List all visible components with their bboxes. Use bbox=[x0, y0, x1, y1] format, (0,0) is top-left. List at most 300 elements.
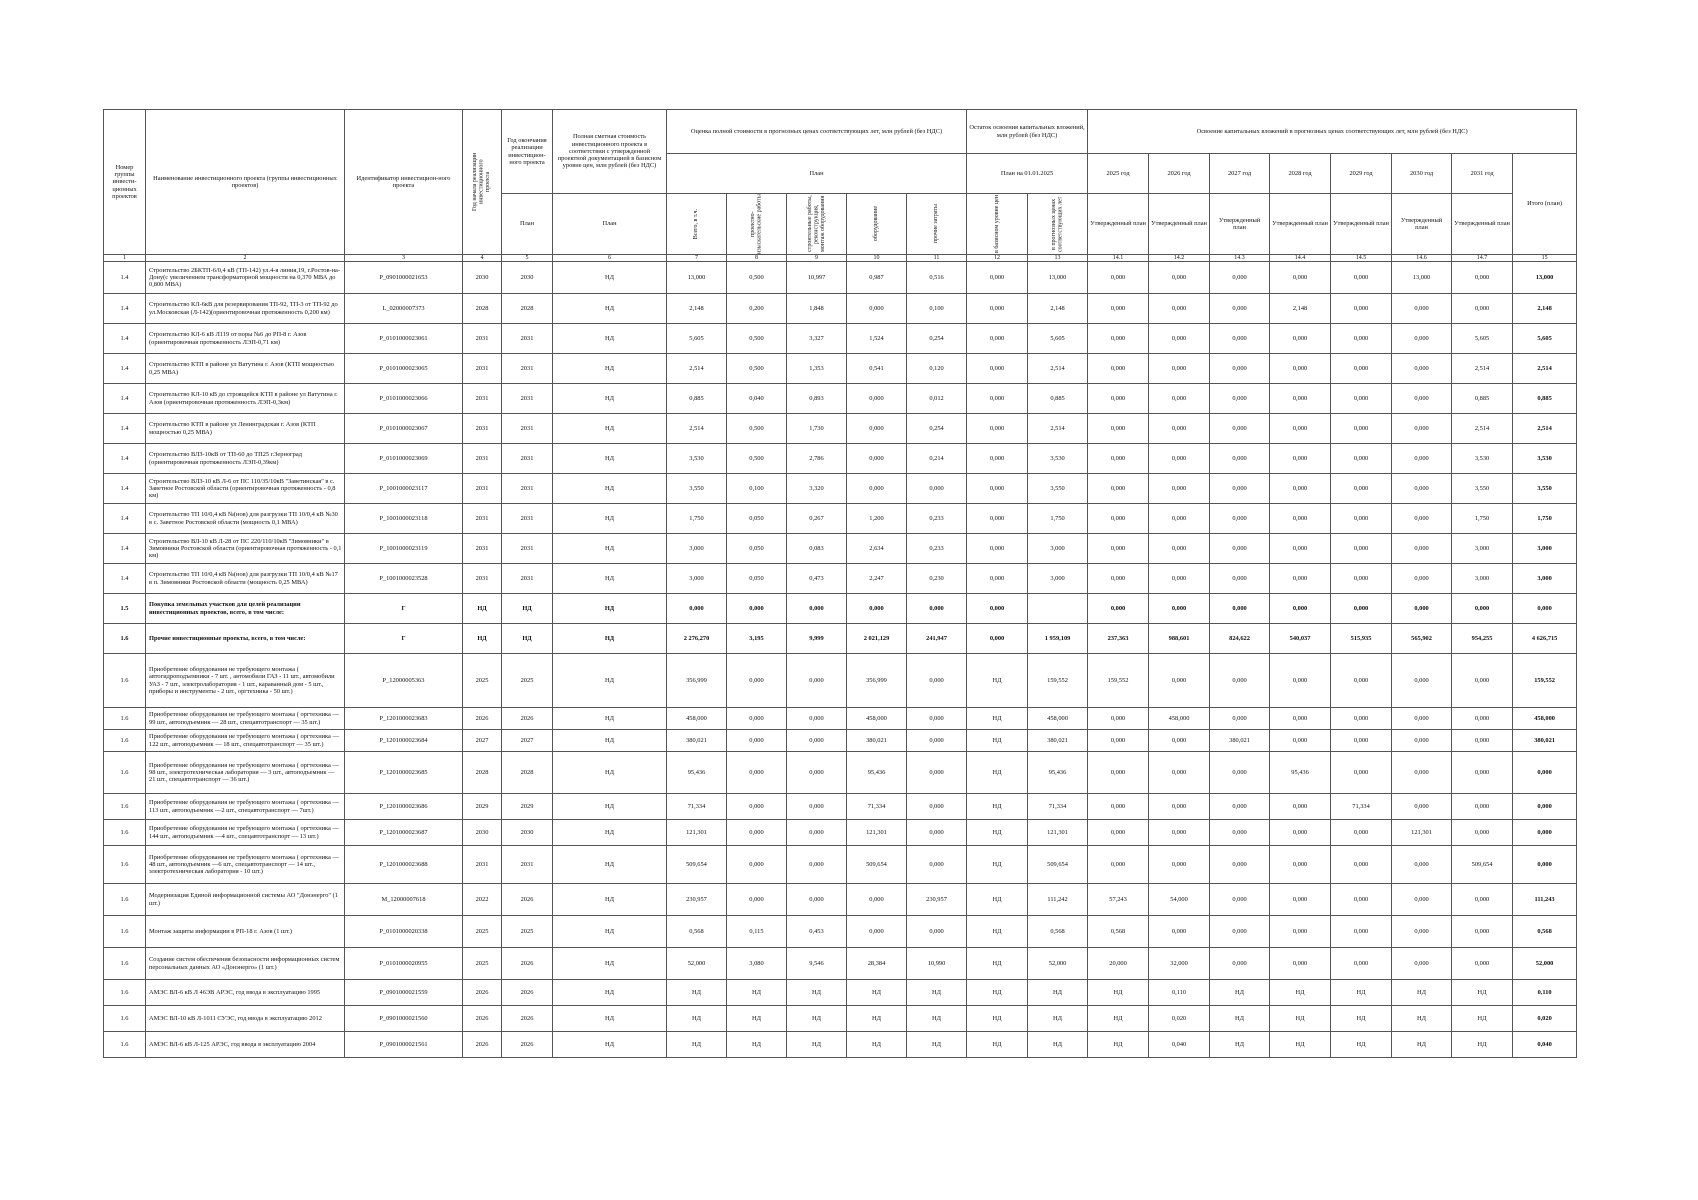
table-cell: 2031 bbox=[463, 324, 502, 354]
column-number: 14.6 bbox=[1392, 255, 1452, 262]
table-cell: 3,000 bbox=[667, 564, 727, 594]
table-cell: 54,000 bbox=[1149, 884, 1210, 916]
table-cell: 0,000 bbox=[1331, 752, 1392, 794]
table-cell: 0,000 bbox=[1210, 916, 1270, 948]
project-name-cell: Строительство ТП 10/0,4 кВ №(нов) для разгрузки ТП 10/0,4 кВ №17 в п. Зимовники Ростовской области (мощность 0,25 МВА) bbox=[146, 564, 345, 594]
table-cell: 0,000 bbox=[1210, 752, 1270, 794]
table-cell: НД bbox=[1392, 980, 1452, 1006]
table-cell: 2031 bbox=[502, 444, 553, 474]
table-cell: 509,654 bbox=[1452, 846, 1513, 884]
table-cell: 0,000 bbox=[1210, 654, 1270, 708]
table-cell: 95,436 bbox=[847, 752, 907, 794]
table-cell: НД bbox=[553, 794, 667, 820]
table-cell: 0,083 bbox=[787, 534, 847, 564]
table-cell: 1,353 bbox=[787, 354, 847, 384]
table-cell: 0,000 bbox=[1149, 324, 1210, 354]
table-cell: НД bbox=[667, 1006, 727, 1032]
table-cell: 2026 bbox=[463, 1032, 502, 1058]
project-id-cell: P_1001000023528 bbox=[345, 564, 463, 594]
table-cell: 0,000 bbox=[1513, 820, 1577, 846]
table-cell: 0,000 bbox=[847, 916, 907, 948]
table-cell: 0,000 bbox=[967, 564, 1028, 594]
table-body bbox=[104, 262, 1577, 1058]
table-cell: 0,000 bbox=[1331, 564, 1392, 594]
table-cell: 0,000 bbox=[1210, 414, 1270, 444]
table-cell: 0,000 bbox=[1392, 324, 1452, 354]
table-cell: 2026 bbox=[502, 980, 553, 1006]
table-cell: 0,516 bbox=[907, 262, 967, 294]
project-id-cell: P_0101000023061 bbox=[345, 324, 463, 354]
table-cell: 0,000 bbox=[1270, 948, 1331, 980]
table-cell: 0,000 bbox=[1088, 820, 1149, 846]
table-cell: НД bbox=[1088, 1032, 1149, 1058]
table-cell: 2028 bbox=[502, 294, 553, 324]
table-cell: 2028 bbox=[463, 752, 502, 794]
table-row bbox=[104, 354, 1577, 384]
table-cell: 2031 bbox=[502, 354, 553, 384]
table-cell: НД bbox=[553, 884, 667, 916]
table-cell: 0,000 bbox=[1088, 294, 1149, 324]
table-cell: 0,000 bbox=[1149, 414, 1210, 444]
table-cell: 0,000 bbox=[1331, 354, 1392, 384]
table-cell: 9,546 bbox=[787, 948, 847, 980]
table-cell: НД bbox=[1331, 1006, 1392, 1032]
table-cell: НД bbox=[1088, 1006, 1149, 1032]
table-cell: НД bbox=[727, 980, 787, 1006]
table-cell: 0,000 bbox=[727, 884, 787, 916]
table-cell: 3,195 bbox=[727, 624, 787, 654]
table-cell: 0,000 bbox=[1149, 730, 1210, 752]
table-cell: 2026 bbox=[502, 1006, 553, 1032]
column-number: 14.4 bbox=[1270, 255, 1331, 262]
table-row bbox=[104, 752, 1577, 794]
table-cell: 0,000 bbox=[847, 884, 907, 916]
table-cell: 0,050 bbox=[727, 564, 787, 594]
table-cell: 356,999 bbox=[667, 654, 727, 708]
table-cell: 0,000 bbox=[1149, 354, 1210, 384]
table-cell: 121,301 bbox=[847, 820, 907, 846]
table-cell: НД bbox=[667, 1032, 727, 1058]
table-cell: 230,957 bbox=[667, 884, 727, 916]
table-cell: 0,000 bbox=[1331, 444, 1392, 474]
table-cell: НД bbox=[967, 794, 1028, 820]
table-cell: НД bbox=[1392, 1032, 1452, 1058]
table-cell: 0,000 bbox=[1210, 884, 1270, 916]
table-cell: 1,750 bbox=[1452, 504, 1513, 534]
table-cell: 1,730 bbox=[787, 414, 847, 444]
header-end-year: Год окончания реализации инвестицион-ного проекта bbox=[502, 110, 553, 194]
table-cell: 0,000 bbox=[967, 594, 1028, 624]
table-cell: 0,000 bbox=[1149, 752, 1210, 794]
table-cell: 237,363 bbox=[1088, 624, 1149, 654]
table-cell: 2026 bbox=[502, 884, 553, 916]
table-cell: 2028 bbox=[463, 294, 502, 324]
table-cell: 2026 bbox=[502, 948, 553, 980]
table-cell: 0,000 bbox=[847, 444, 907, 474]
table-cell: 2031 bbox=[502, 324, 553, 354]
project-name-cell: Строительство КЛ-6кВ для резервирования ТП-92, ТП-3 от ТП-92 до ул.Московская (Л-142)(ориентировочная протяженность 0,200 км) bbox=[146, 294, 345, 324]
table-cell: 0,267 bbox=[787, 504, 847, 534]
table-cell: НД bbox=[553, 474, 667, 504]
table-row bbox=[104, 294, 1577, 324]
table-cell: 13,000 bbox=[1392, 262, 1452, 294]
table-cell: 0,000 bbox=[1149, 594, 1210, 624]
table-cell: 2,634 bbox=[847, 534, 907, 564]
table-cell: 2031 bbox=[463, 444, 502, 474]
table-cell: 0,000 bbox=[967, 534, 1028, 564]
table-cell: 2031 bbox=[463, 534, 502, 564]
table-cell: 0,500 bbox=[727, 414, 787, 444]
header-year-2029: 2029 год bbox=[1331, 154, 1392, 194]
table-cell: 57,243 bbox=[1088, 884, 1149, 916]
table-row bbox=[104, 884, 1577, 916]
project-id-cell: P_1001000023119 bbox=[345, 534, 463, 564]
table-cell: 0,233 bbox=[907, 534, 967, 564]
project-id-cell: P_0901000021559 bbox=[345, 980, 463, 1006]
table-cell: 0,000 bbox=[1210, 504, 1270, 534]
table-cell: 0,000 bbox=[1331, 594, 1392, 624]
table-cell: 0,000 bbox=[907, 708, 967, 730]
table-cell: 71,334 bbox=[667, 794, 727, 820]
table-cell: 2025 bbox=[502, 654, 553, 708]
header-project-name: Наименование инвестиционного проекта (группы инвестиционных проектов) bbox=[146, 110, 345, 255]
header-full-cost-estimate: Оценка полной стоимости в прогнозных ценах соответствующих лет, млн рублей (без НДС) bbox=[667, 110, 967, 154]
table-cell: 9,999 bbox=[787, 624, 847, 654]
project-name-cell: Приобретение оборудования не требующего монтажа ( оргтехника —113 шт., автоподъемник —2 шт., спецавтотранспорт — 7шт.) bbox=[146, 794, 345, 820]
table-cell: 0,885 bbox=[1513, 384, 1577, 414]
project-name-cell: Монтаж защиты информации в РП-18 г. Азов (1 шт.) bbox=[146, 916, 345, 948]
table-cell: 0,000 bbox=[1452, 794, 1513, 820]
table-cell: 5,605 bbox=[1028, 324, 1088, 354]
table-cell: 380,021 bbox=[1513, 730, 1577, 752]
project-id-cell: P_0101000023067 bbox=[345, 414, 463, 444]
table-cell: 0,000 bbox=[1392, 846, 1452, 884]
table-cell: 10,997 bbox=[787, 262, 847, 294]
table-cell: 0,000 bbox=[1392, 504, 1452, 534]
table-cell: НД bbox=[553, 414, 667, 444]
table-cell: 0,000 bbox=[1149, 846, 1210, 884]
table-cell: 0,000 bbox=[1452, 948, 1513, 980]
table-cell: 0,541 bbox=[847, 354, 907, 384]
table-cell: 0,000 bbox=[847, 474, 907, 504]
table-cell: 1.4 bbox=[104, 384, 146, 414]
table-cell: 0,000 bbox=[727, 708, 787, 730]
table-cell: 0,893 bbox=[787, 384, 847, 414]
table-cell: НД bbox=[553, 594, 667, 624]
table-cell: НД bbox=[787, 1006, 847, 1032]
table-cell: 5,605 bbox=[1452, 324, 1513, 354]
table-cell: 2031 bbox=[463, 384, 502, 414]
table-cell: 0,000 bbox=[907, 846, 967, 884]
table-cell: НД bbox=[967, 1032, 1028, 1058]
project-name-cell: АМЭС ВЛ-10 кВ Л-1011 СУЭС, год ввода в эксплуатацию 2012 bbox=[146, 1006, 345, 1032]
table-cell: 0,000 bbox=[1149, 384, 1210, 414]
table-cell: 0,000 bbox=[1392, 752, 1452, 794]
table-cell: 0,000 bbox=[1088, 384, 1149, 414]
table-cell: 2031 bbox=[463, 504, 502, 534]
table-cell: 0,000 bbox=[967, 354, 1028, 384]
header-col-equipment: оборудование bbox=[847, 194, 907, 255]
table-cell: 2031 bbox=[463, 474, 502, 504]
table-cell: 2,786 bbox=[787, 444, 847, 474]
table-cell: 1.6 bbox=[104, 948, 146, 980]
table-cell: 0,000 bbox=[967, 262, 1028, 294]
table-cell: 0,000 bbox=[1452, 594, 1513, 624]
table-cell: 0,000 bbox=[727, 654, 787, 708]
table-cell: 121,301 bbox=[1028, 820, 1088, 846]
table-cell: 0,000 bbox=[907, 794, 967, 820]
table-cell: 3,327 bbox=[787, 324, 847, 354]
header-approved-2028: Утвержденный план bbox=[1270, 194, 1331, 255]
table-cell: НД bbox=[967, 1006, 1028, 1032]
table-cell: НД bbox=[907, 1032, 967, 1058]
table-cell: 0,000 bbox=[1452, 916, 1513, 948]
table-cell: НД bbox=[727, 1032, 787, 1058]
table-cell: 1.4 bbox=[104, 294, 146, 324]
project-name-cell: Приобретение оборудования не требующего монтажа ( оргтехника —48 шт., автоподъемник —6 шт., спецавтотранспорт — 14 шт., электротехническая лаборатория - 10 шт.) bbox=[146, 846, 345, 884]
table-cell: 0,000 bbox=[1331, 294, 1392, 324]
table-cell: 0,000 bbox=[847, 294, 907, 324]
column-number: 5 bbox=[502, 255, 553, 262]
table-cell: 0,000 bbox=[1088, 474, 1149, 504]
table-cell: 0,000 bbox=[1392, 534, 1452, 564]
project-name-cell: Покупка земельных участков для целей реализации инвестиционных проектов, всего, в том числе: bbox=[146, 594, 345, 624]
table-cell: 2031 bbox=[502, 474, 553, 504]
column-number: 15 bbox=[1513, 255, 1577, 262]
project-name-cell: Приобретение оборудования не требующего монтажа ( оргтехника —144 шт., автоподъемник —4 шт., спецавтотранспорт — 13 шт.) bbox=[146, 820, 345, 846]
table-cell: НД bbox=[553, 980, 667, 1006]
table-cell: 121,301 bbox=[1392, 820, 1452, 846]
table-cell: НД bbox=[1331, 1032, 1392, 1058]
table-row bbox=[104, 654, 1577, 708]
table-cell: 0,000 bbox=[1149, 564, 1210, 594]
table-cell: 380,021 bbox=[1028, 730, 1088, 752]
table-cell: 458,000 bbox=[1513, 708, 1577, 730]
table-cell: 0,000 bbox=[1088, 794, 1149, 820]
table-cell: 111,243 bbox=[1513, 884, 1577, 916]
table-cell: 0,453 bbox=[787, 916, 847, 948]
column-number: 7 bbox=[667, 255, 727, 262]
table-cell: 2,148 bbox=[667, 294, 727, 324]
project-id-cell: Г bbox=[345, 624, 463, 654]
table-cell: 0,000 bbox=[1392, 708, 1452, 730]
table-cell: 1,750 bbox=[667, 504, 727, 534]
table-cell: НД bbox=[1331, 980, 1392, 1006]
table-cell: 0,000 bbox=[1088, 504, 1149, 534]
table-cell: 0,000 bbox=[1270, 846, 1331, 884]
table-cell: 0,987 bbox=[847, 262, 907, 294]
table-cell: 2 276,270 bbox=[667, 624, 727, 654]
column-number: 10 bbox=[847, 255, 907, 262]
table-cell: НД bbox=[502, 594, 553, 624]
table-cell: 988,601 bbox=[1149, 624, 1210, 654]
header-estimate-cost: Полная сметная стоимость инвестиционного проекта в соответствии с утвержденной проектной документацией в базисном уровне цен, млн рублей (без НДС) bbox=[553, 110, 667, 194]
table-cell: 0,000 bbox=[1270, 354, 1331, 384]
table-cell: 1.4 bbox=[104, 564, 146, 594]
header-col-other: прочие затраты bbox=[907, 194, 967, 255]
table-cell: НД bbox=[1028, 980, 1088, 1006]
project-name-cell: Создание систем обеспечения безопасности информационных систем персональных данных АО «Донэнерго» (1 шт.) bbox=[146, 948, 345, 980]
project-id-cell: P_1001000023118 bbox=[345, 504, 463, 534]
table-cell: 0,000 bbox=[1210, 846, 1270, 884]
table-cell: 0,000 bbox=[1088, 324, 1149, 354]
table-cell: 0,000 bbox=[1088, 708, 1149, 730]
table-row bbox=[104, 534, 1577, 564]
project-name-cell: Строительство ТП 10/0,4 кВ №(нов) для разгрузки ТП 10/0,4 кВ №30 в с. Заветное Ростовской области (мощность 0,1 МВА) bbox=[146, 504, 345, 534]
table-cell: 0,214 bbox=[907, 444, 967, 474]
project-id-cell: L_02000007373 bbox=[345, 294, 463, 324]
table-cell: 0,500 bbox=[727, 354, 787, 384]
table-cell: 0,000 bbox=[907, 820, 967, 846]
column-number-row bbox=[104, 255, 1577, 262]
table-cell: 0,020 bbox=[1149, 1006, 1210, 1032]
table-cell: 0,000 bbox=[1210, 444, 1270, 474]
table-cell: 0,000 bbox=[787, 752, 847, 794]
table-cell: 0,000 bbox=[1210, 564, 1270, 594]
header-start-year: Год начала реализации инвестиционного проекта bbox=[463, 110, 502, 255]
table-cell: 1.6 bbox=[104, 1006, 146, 1032]
table-cell: 111,242 bbox=[1028, 884, 1088, 916]
table-cell: НД bbox=[1452, 1006, 1513, 1032]
table-cell: 0,000 bbox=[727, 794, 787, 820]
table-cell: 52,000 bbox=[1513, 948, 1577, 980]
investment-table-sheet bbox=[103, 109, 1577, 1058]
table-cell: НД bbox=[553, 730, 667, 752]
table-cell: 0,000 bbox=[1270, 794, 1331, 820]
table-cell: НД bbox=[907, 1006, 967, 1032]
table-cell: 3,530 bbox=[1028, 444, 1088, 474]
project-id-cell: P_1201000023684 bbox=[345, 730, 463, 752]
table-cell: 1,750 bbox=[1513, 504, 1577, 534]
table-cell: 1.6 bbox=[104, 1032, 146, 1058]
table-cell: 28,384 bbox=[847, 948, 907, 980]
table-cell: 3,550 bbox=[667, 474, 727, 504]
column-number: 14.2 bbox=[1149, 255, 1210, 262]
table-cell: 159,552 bbox=[1088, 654, 1149, 708]
project-name-cell: Прочие инвестиционные проекты, всего, в том числе: bbox=[146, 624, 345, 654]
project-name-cell: Строительство КТП в районе ул Ленинградская г. Азов (КТП мощностью 0,25 МВА) bbox=[146, 414, 345, 444]
table-cell: 3,550 bbox=[1513, 474, 1577, 504]
table-cell: 0,000 bbox=[1210, 324, 1270, 354]
table-cell: 52,000 bbox=[1028, 948, 1088, 980]
table-cell: 0,000 bbox=[1210, 354, 1270, 384]
table-cell: 509,654 bbox=[847, 846, 907, 884]
table-cell: 0,000 bbox=[1088, 414, 1149, 444]
project-id-cell: P_0101000023066 bbox=[345, 384, 463, 414]
table-cell: 3,530 bbox=[1452, 444, 1513, 474]
table-cell: 13,000 bbox=[1028, 262, 1088, 294]
table-cell: 2031 bbox=[502, 846, 553, 884]
table-cell: 2 021,129 bbox=[847, 624, 907, 654]
table-row bbox=[104, 846, 1577, 884]
project-name-cell: Строительство КЛ-10 кВ до строящейся КТП в районе ул Ватутина г. Азов (ориентировочная протяженность ЛЭП-0,3км) bbox=[146, 384, 345, 414]
table-cell: 0,000 bbox=[967, 294, 1028, 324]
table-row bbox=[104, 444, 1577, 474]
table-cell: 0,000 bbox=[787, 594, 847, 624]
table-cell: НД bbox=[1270, 1006, 1331, 1032]
table-cell: 2027 bbox=[463, 730, 502, 752]
table-cell: 0,000 bbox=[1210, 820, 1270, 846]
table-row bbox=[104, 474, 1577, 504]
table-cell: 1.6 bbox=[104, 916, 146, 948]
table-cell: НД bbox=[967, 730, 1028, 752]
table-cell: 1.4 bbox=[104, 444, 146, 474]
column-number: 12 bbox=[967, 255, 1028, 262]
table-cell: 0,000 bbox=[1088, 564, 1149, 594]
table-cell: 0,000 bbox=[847, 414, 907, 444]
table-cell: НД bbox=[967, 752, 1028, 794]
table-cell: 0,473 bbox=[787, 564, 847, 594]
table-cell: 0,000 bbox=[1149, 444, 1210, 474]
table-cell: 0,000 bbox=[1210, 262, 1270, 294]
table-cell: 0,000 bbox=[727, 730, 787, 752]
header-col-design: проектно-изыскательские работы bbox=[727, 194, 787, 255]
table-cell: 0,000 bbox=[787, 820, 847, 846]
table-cell: НД bbox=[553, 624, 667, 654]
table-row bbox=[104, 980, 1577, 1006]
table-cell: 0,000 bbox=[967, 324, 1028, 354]
table-cell: 0,040 bbox=[727, 384, 787, 414]
table-cell: 0,000 bbox=[1392, 354, 1452, 384]
table-cell: 458,000 bbox=[667, 708, 727, 730]
table-cell: 0,000 bbox=[787, 654, 847, 708]
table-cell: НД bbox=[553, 354, 667, 384]
table-cell: 0,000 bbox=[1392, 564, 1452, 594]
table-cell: 0,000 bbox=[1210, 794, 1270, 820]
column-number: 11 bbox=[907, 255, 967, 262]
table-cell: 1.4 bbox=[104, 474, 146, 504]
table-cell: 121,301 bbox=[667, 820, 727, 846]
table-cell: 2,514 bbox=[1028, 414, 1088, 444]
table-cell: 0,000 bbox=[1210, 534, 1270, 564]
project-name-cell: Приобретение оборудования не требующего монтажа ( оргтехника — 98 шт., электротехническая лаборатория — 3 шт., автоподъемник — 21 шт., спецавтотранспорт — 36 шт.) bbox=[146, 752, 345, 794]
table-cell: 0,000 bbox=[1270, 654, 1331, 708]
table-cell: НД bbox=[553, 384, 667, 414]
project-name-cell: АМЭС ВЛ-6 кВ Л-125 АРЭС, год ввода в эксплуатацию 2004 bbox=[146, 1032, 345, 1058]
table-cell: 0,000 bbox=[1331, 474, 1392, 504]
table-cell: 0,000 bbox=[1331, 414, 1392, 444]
table-cell: 0,000 bbox=[1331, 846, 1392, 884]
table-cell: 0,000 bbox=[967, 414, 1028, 444]
table-cell: НД bbox=[847, 980, 907, 1006]
table-cell: 2,514 bbox=[667, 354, 727, 384]
table-cell: 0,000 bbox=[1088, 730, 1149, 752]
table-cell: 0,000 bbox=[1392, 294, 1452, 324]
table-cell: 1.6 bbox=[104, 884, 146, 916]
table-cell: 0,000 bbox=[1270, 916, 1331, 948]
table-cell: 0,000 bbox=[1513, 846, 1577, 884]
table-row bbox=[104, 1006, 1577, 1032]
table-cell: 0,000 bbox=[1392, 730, 1452, 752]
table-cell: 0,000 bbox=[1149, 654, 1210, 708]
table-cell: 0,000 bbox=[967, 624, 1028, 654]
header-year-2027: 2027 год bbox=[1210, 154, 1270, 194]
table-cell: 0,000 bbox=[1331, 324, 1392, 354]
table-cell: НД bbox=[1270, 980, 1331, 1006]
project-id-cell: P_1201000023683 bbox=[345, 708, 463, 730]
table-cell: 1,848 bbox=[787, 294, 847, 324]
table-cell: 0,000 bbox=[787, 846, 847, 884]
table-cell: НД bbox=[967, 980, 1028, 1006]
table-cell bbox=[1028, 594, 1088, 624]
project-name-cell: АМЭС ВЛ-6 кВ Л 46ЭВ АРЭС, год ввода в эксплуатацию 1995 bbox=[146, 980, 345, 1006]
header-estimate-plan: План bbox=[553, 194, 667, 255]
project-name-cell: Приобретение оборудования не требующего монтажа ( автогидроподъемники - 7 шт. , автомобили ГАЗ - 11 шт., автомобили УАЗ - 7 шт., электролаборатория - 1 шт., караванный дом - 5 шт., приборы и инструменты - 2 шт., оргтехника - 50 шт.) bbox=[146, 654, 345, 708]
project-id-cell: P_0101000023069 bbox=[345, 444, 463, 474]
project-name-cell: Приобретение оборудования не требующего монтажа ( оргтехника — 99 шт., автоподъемник — 28 шт., спецавтотранспорт — 35 шт.) bbox=[146, 708, 345, 730]
table-cell: 0,000 bbox=[1331, 916, 1392, 948]
column-number: 1 bbox=[104, 255, 146, 262]
